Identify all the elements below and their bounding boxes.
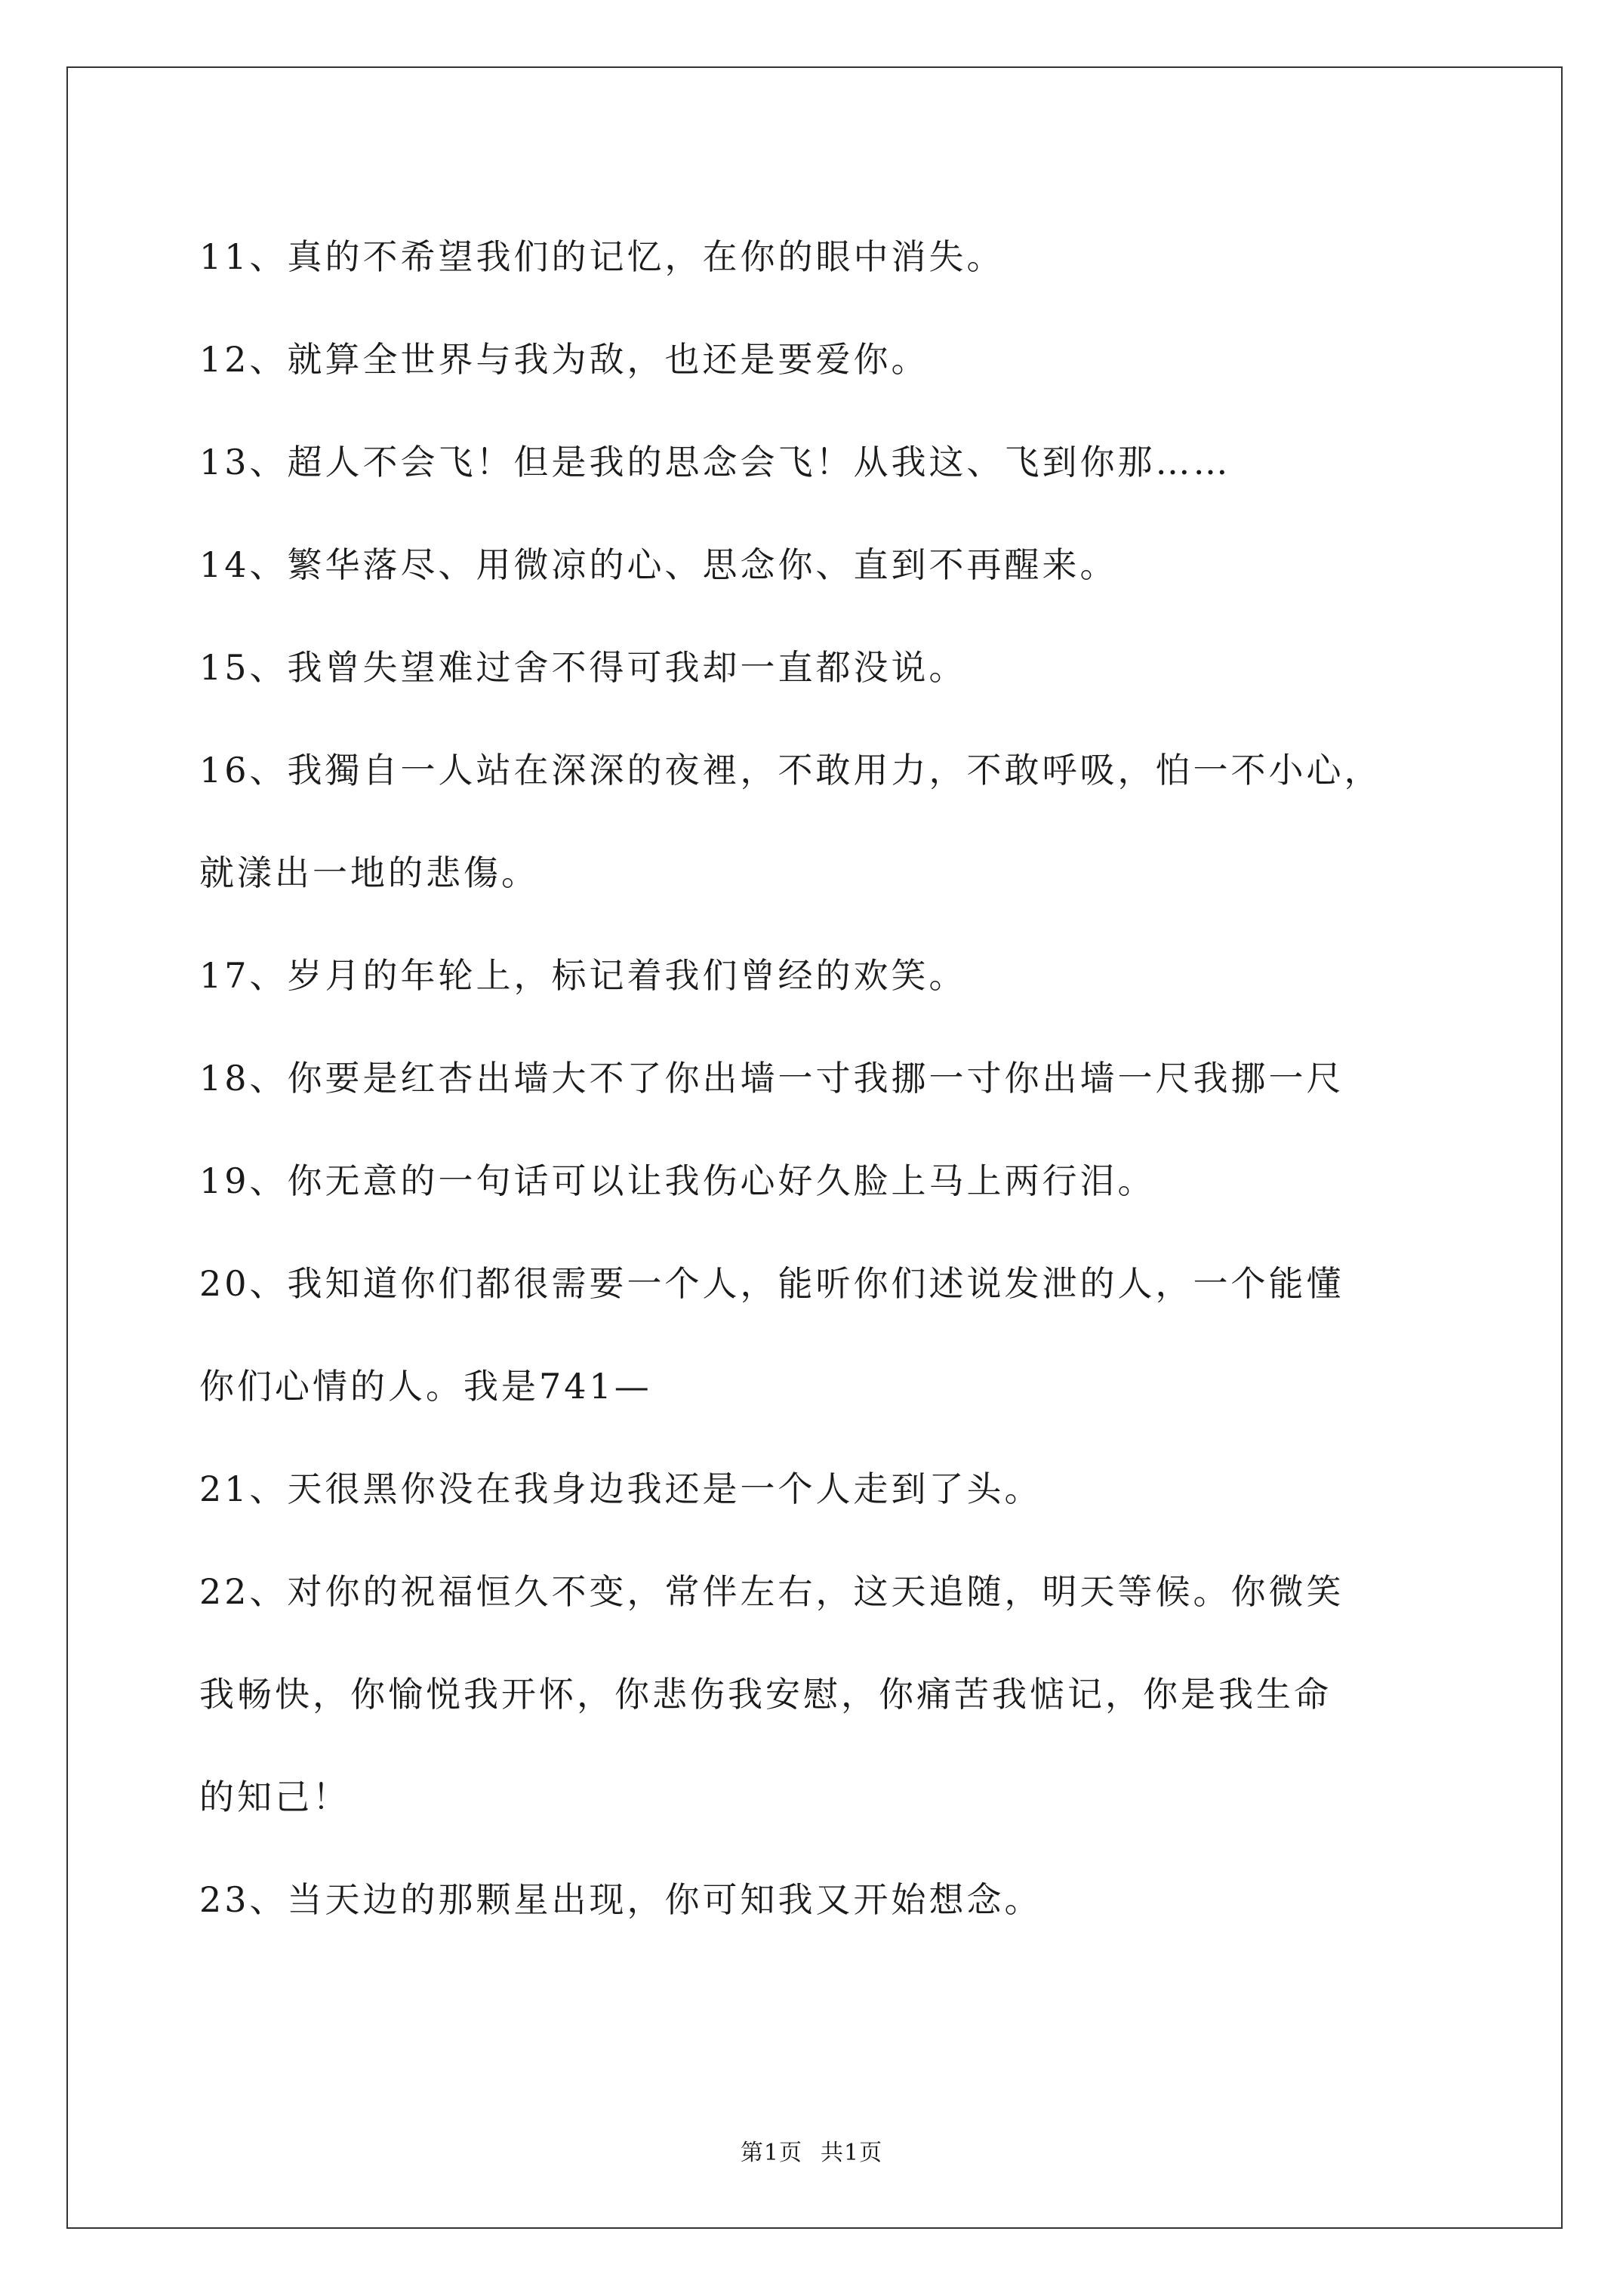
text-line: 15、我曾失望难过舍不得可我却一直都没说。 (199, 647, 967, 688)
text-line: 17、岁月的年轮上，标记着我们曾经的欢笑。 (199, 955, 967, 996)
text-line: 23、当天边的那颗星出现，你可知我又开始想念。 (199, 1879, 1042, 1920)
text-line: 19、你无意的一句话可以让我伤心好久脸上马上两行泪。 (199, 1160, 1156, 1201)
page-number: 第1页 (740, 2140, 802, 2166)
text-line: 22、对你的祝福恒久不变，常伴左右，这天追随，明天等候。你微笑 (199, 1571, 1344, 1612)
text-line: 就漾出一地的悲傷。 (199, 852, 539, 893)
text-line: 12、就算全世界与我为敌，也还是要爱你。 (199, 339, 929, 380)
text-line: 20、我知道你们都很需要一个人，能听你们述说发泄的人，一个能懂 (199, 1263, 1344, 1304)
text-line: 13、超人不会飞！但是我的思念会飞！从我这、飞到你那…… (199, 442, 1231, 482)
page-footer (0, 2138, 1623, 2168)
text-line: 16、我獨自一人站在深深的夜裡，不敢用力，不敢呼吸，怕一不小心， (199, 750, 1382, 791)
text-line: 我畅快，你愉悦我开怀，你悲伤我安慰，你痛苦我惦记，你是我生命 (199, 1674, 1332, 1715)
text-line: 你们心情的人。我是741— (199, 1366, 652, 1407)
text-line: 11、真的不希望我们的记忆，在你的眼中消失。 (199, 236, 1005, 277)
text-line: 21、天很黑你没在我身边我还是一个人走到了头。 (199, 1469, 1042, 1509)
text-line: 14、繁华落尽、用微凉的心、思念你、直到不再醒来。 (199, 544, 1118, 585)
page-total: 共1页 (821, 2140, 883, 2166)
text-line: 的知己！ (199, 1777, 350, 1817)
text-line: 18、你要是红杏出墙大不了你出墙一寸我挪一寸你出墙一尺我挪一尺 (199, 1058, 1344, 1099)
